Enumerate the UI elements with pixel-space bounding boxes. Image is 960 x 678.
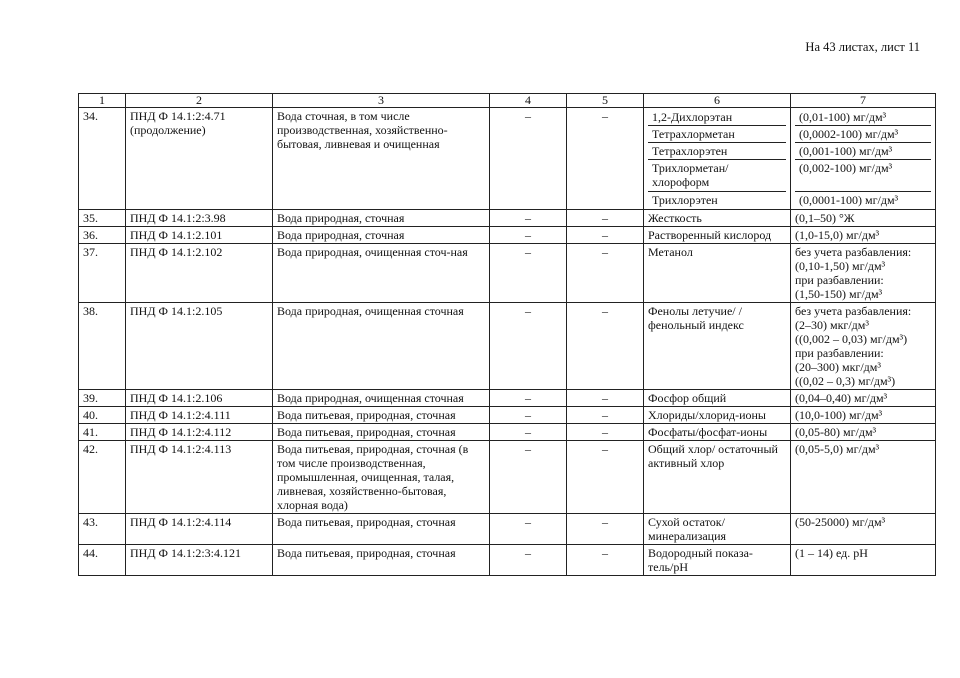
row-number: 36. <box>79 227 126 244</box>
test-object: Вода природная, очищенная сточная <box>273 390 490 407</box>
test-object: Вода питьевая, природная, сточная <box>273 514 490 545</box>
row-number: 35. <box>79 210 126 227</box>
range-list <box>791 108 936 210</box>
row-number: 38. <box>79 303 126 390</box>
row-number: 39. <box>79 390 126 407</box>
test-object: Вода питьевая, природная, сточная <box>273 407 490 424</box>
method-document: ПНД Ф 14.1:2.102 <box>126 244 273 303</box>
range-line: без учета разбавления: <box>795 304 912 318</box>
parameter-name: Фосфор общий <box>644 390 791 407</box>
method-document: ПНД Ф 14.1:2:4.111 <box>126 407 273 424</box>
column-number: 6 <box>644 94 791 108</box>
parameter-name: Фосфаты/фосфат-ионы <box>644 424 791 441</box>
table-row <box>79 390 936 407</box>
range-line: (0,10-1,50) мг/дм³ <box>795 259 886 273</box>
column-5-value: – <box>567 514 644 545</box>
column-5-value: – <box>567 210 644 227</box>
table-row <box>79 424 936 441</box>
range-line: ((0,002 – 0,03) мг/дм³) <box>795 332 908 346</box>
range-value: (1 – 14) ед. pH <box>791 545 936 576</box>
method-document: ПНД Ф 14.1:2:4.71 (продолжение) <box>126 108 273 210</box>
column-number: 7 <box>791 94 936 108</box>
page-info: На 43 листах, лист 11 <box>805 40 920 54</box>
column-4-value: – <box>490 390 567 407</box>
column-number: 3 <box>273 94 490 108</box>
range-value: (0,002-100) мг/дм³ <box>795 159 931 191</box>
column-5-value: – <box>567 244 644 303</box>
table-row <box>79 514 936 545</box>
column-4-value: – <box>490 424 567 441</box>
range-line: (2–30) мкг/дм³ <box>795 318 869 332</box>
parameter-name: Тетрахлорэтен <box>648 142 786 159</box>
method-document: ПНД Ф 14.1:2:4.113 <box>126 441 273 514</box>
row-number: 37. <box>79 244 126 303</box>
table-row <box>79 227 936 244</box>
column-4-value: – <box>490 514 567 545</box>
method-document: ПНД Ф 14.1:2:3:4.121 <box>126 545 273 576</box>
column-5-value: – <box>567 303 644 390</box>
row-number: 42. <box>79 441 126 514</box>
method-document: ПНД Ф 14.1:2.105 <box>126 303 273 390</box>
range-value: (0,01-100) мг/дм³ <box>799 110 887 124</box>
test-object: Вода природная, очищенная сточ-ная <box>273 244 490 303</box>
table-row <box>79 210 936 227</box>
range-value: (0,0001-100) мг/дм³ <box>795 191 931 208</box>
column-5-value: – <box>567 545 644 576</box>
table-row <box>79 407 936 424</box>
range-line: без учета разбавления: <box>795 245 912 259</box>
column-number: 1 <box>79 94 126 108</box>
table-row <box>79 545 936 576</box>
range-value <box>791 244 936 303</box>
range-value <box>791 303 936 390</box>
parameter-name: Хлориды/хлорид-ионы <box>644 407 791 424</box>
test-object: Вода природная, сточная <box>273 227 490 244</box>
column-4-value: – <box>490 244 567 303</box>
column-4-value: – <box>490 441 567 514</box>
range-value: (0,1–50) °Ж <box>791 210 936 227</box>
parameter-name: 1,2-Дихлорэтан <box>652 110 733 124</box>
test-object: Вода природная, сточная <box>273 210 490 227</box>
method-document: ПНД Ф 14.1:2.101 <box>126 227 273 244</box>
range-line: при разбавлении: <box>795 346 884 360</box>
table-row <box>79 244 936 303</box>
range-value: (0,05-5,0) мг/дм³ <box>791 441 936 514</box>
parameter-list <box>644 108 791 210</box>
parameter-name: Общий хлор/ остаточный активный хлор <box>644 441 791 514</box>
test-object: Вода питьевая, природная, сточная (в том числе производственная, промышленная, очищенная, талая, ливневая, хозяйственно-бытовая, хлорная вода) <box>273 441 490 514</box>
parameter-name: Трихлорэтен <box>648 191 786 208</box>
method-document: ПНД Ф 14.1:2:3.98 <box>126 210 273 227</box>
column-4-value: – <box>490 407 567 424</box>
range-line: (20–300) мкг/дм³ <box>795 360 881 374</box>
test-object: Вода питьевая, природная, сточная <box>273 424 490 441</box>
column-number: 4 <box>490 94 567 108</box>
range-line: (1,50-150) мг/дм³ <box>795 287 883 301</box>
column-5-value: – <box>567 108 644 210</box>
column-5-value: – <box>567 227 644 244</box>
column-5-value: – <box>567 424 644 441</box>
test-object: Вода природная, очищенная сточная <box>273 303 490 390</box>
row-number: 41. <box>79 424 126 441</box>
range-line: ((0,02 – 0,3) мг/дм³) <box>795 374 896 388</box>
parameter-name: Фенолы летучие/ /фенольный индекс <box>644 303 791 390</box>
column-number: 5 <box>567 94 644 108</box>
range-value: (0,0002-100) мг/дм³ <box>795 125 931 142</box>
range-value: (0,001-100) мг/дм³ <box>795 142 931 159</box>
column-4-value: – <box>490 210 567 227</box>
parameter-name: Жесткость <box>644 210 791 227</box>
column-4-value: – <box>490 108 567 210</box>
range-line: при разбавлении: <box>795 273 884 287</box>
range-value: (10,0-100) мг/дм³ <box>791 407 936 424</box>
parameter-name: Растворенный кислород <box>644 227 791 244</box>
method-document: ПНД Ф 14.1:2:4.112 <box>126 424 273 441</box>
parameter-name: Тетрахлорметан <box>648 125 786 142</box>
range-value: (0,05-80) мг/дм³ <box>791 424 936 441</box>
method-document: ПНД Ф 14.1:2.106 <box>126 390 273 407</box>
test-object: Вода сточная, в том числе производственная, хозяйственно-бытовая, ливневая и очищенная <box>273 108 490 210</box>
column-number-row <box>79 94 936 108</box>
row-number: 34. <box>79 108 126 210</box>
test-object: Вода питьевая, природная, сточная <box>273 545 490 576</box>
column-5-value: – <box>567 390 644 407</box>
column-4-value: – <box>490 227 567 244</box>
table-row <box>79 441 936 514</box>
row-number: 40. <box>79 407 126 424</box>
range-value: (0,04–0,40) мг/дм³ <box>791 390 936 407</box>
table-row <box>79 303 936 390</box>
parameter-name: Трихлорметан/ хлороформ <box>648 159 786 191</box>
column-4-value: – <box>490 545 567 576</box>
methods-table <box>78 93 936 576</box>
range-value: (1,0-15,0) мг/дм³ <box>791 227 936 244</box>
method-document: ПНД Ф 14.1:2:4.114 <box>126 514 273 545</box>
column-4-value: – <box>490 303 567 390</box>
parameter-name: Водородный показа-тель/pH <box>644 545 791 576</box>
table-row <box>79 108 936 210</box>
column-5-value: – <box>567 441 644 514</box>
column-5-value: – <box>567 407 644 424</box>
row-number: 44. <box>79 545 126 576</box>
parameter-name: Сухой остаток/ минерализация <box>644 514 791 545</box>
column-number: 2 <box>126 94 273 108</box>
range-value: (50-25000) мг/дм³ <box>791 514 936 545</box>
row-number: 43. <box>79 514 126 545</box>
parameter-name: Метанол <box>644 244 791 303</box>
